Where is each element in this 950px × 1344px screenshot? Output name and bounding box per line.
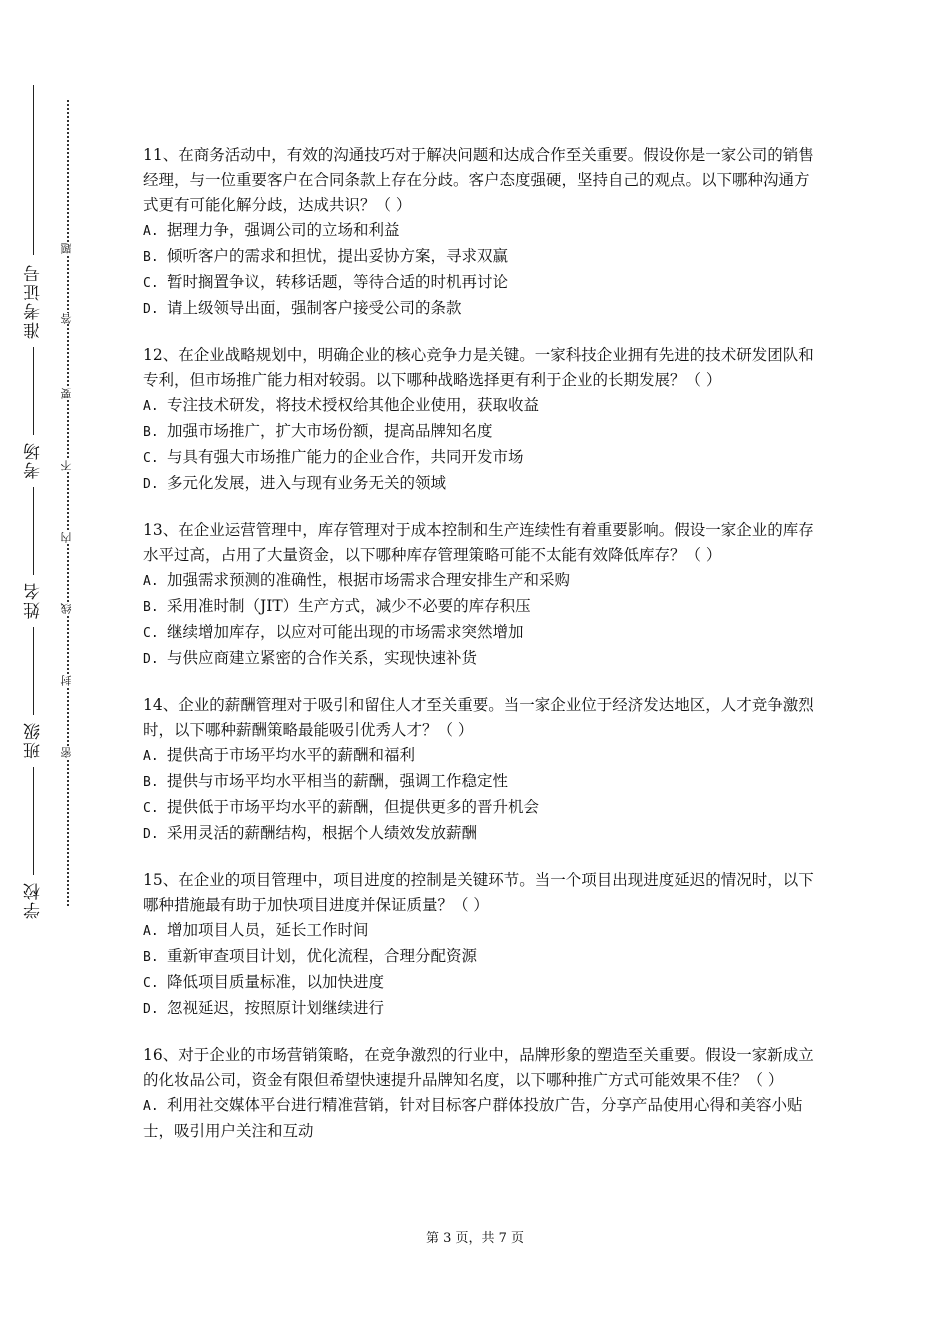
seal-word: 内 [60, 532, 76, 543]
option-a [143, 743, 823, 769]
question-12 [143, 343, 823, 497]
option-b [143, 244, 823, 270]
question-stem: 13、在企业运营管理中，库存管理对于成本控制和生产连续性有着重要影响。假设一家企业的库存水平过高，占用了大量资金，以下哪种库存管理策略可能不太能有效降低库存？（ ） [143, 521, 814, 564]
option-text: 请上级领导出面，强制客户接受公司的条款 [167, 299, 462, 317]
question-15 [143, 868, 823, 1022]
option-letter: A. [143, 574, 159, 589]
seal-word: 不 [60, 460, 76, 471]
option-b [143, 419, 823, 445]
option-text: 多元化发展，进入与现有业务无关的领域 [167, 474, 447, 492]
seal-word: 封 [60, 675, 76, 686]
option-text: 忽视延迟，按照原计划继续进行 [167, 999, 385, 1017]
option-letter: B. [143, 425, 159, 440]
page-footer: 第 3 页，共 7 页 [425, 1231, 525, 1246]
option-letter: A. [143, 224, 159, 239]
option-list [143, 218, 823, 322]
class-line [33, 627, 34, 715]
option-text: 增加项目人员，延长工作时间 [167, 921, 369, 939]
option-d [143, 296, 823, 322]
question-11 [143, 143, 823, 322]
option-c [143, 270, 823, 296]
seal-word: 要 [60, 388, 76, 399]
option-letter: C. [143, 976, 159, 991]
option-c [143, 620, 823, 646]
seal-dotted-line [67, 100, 69, 906]
option-text: 重新审查项目计划，优化流程，合理分配资源 [167, 947, 478, 965]
question-stem: 16、对于企业的市场营销策略，在竞争激烈的行业中，品牌形象的塑造至关重要。假设一家新成立的化妆品公司，资金有限但希望快速提升品牌知名度，以下哪种推广方式可能效果不佳？（ ） [143, 1046, 814, 1089]
option-a [143, 918, 823, 944]
seal-word: 答 [60, 313, 76, 324]
option-text: 与供应商建立紧密的合作关系，实现快速补货 [167, 649, 478, 667]
option-c [143, 795, 823, 821]
name-line [33, 487, 34, 575]
seal-word: 题 [60, 243, 76, 254]
option-list [143, 393, 823, 497]
option-a [143, 568, 823, 594]
question-stem: 15、在企业的项目管理中，项目进度的控制是关键环节。当一个项目出现进度延迟的情况时，以下哪种措施最有助于加快项目进度并保证质量？（ ） [143, 871, 814, 914]
option-list [143, 743, 823, 847]
option-text: 降低项目质量标准，以加快进度 [167, 973, 385, 991]
option-text: 利用社交媒体平台进行精准营销，针对目标客户群体投放广告，分享产品使用心得和美容小贴士，吸引用户关注和互动 [143, 1096, 803, 1140]
option-letter: D. [143, 827, 159, 842]
option-text: 提供高于市场平均水平的薪酬和福利 [167, 746, 416, 764]
option-d [143, 471, 823, 497]
option-text: 提供低于市场平均水平的薪酬，但提供更多的晋升机会 [167, 798, 540, 816]
option-text: 据理力争，强调公司的立场和利益 [167, 221, 400, 239]
option-list [143, 568, 823, 672]
question-16 [143, 1043, 823, 1144]
school-field [22, 767, 46, 927]
binding-margin [0, 0, 110, 1344]
school-line [33, 767, 34, 875]
option-d [143, 646, 823, 672]
option-letter: A. [143, 399, 159, 414]
seal-word: 密 [60, 747, 76, 758]
question-stem: 12、在企业战略规划中，明确企业的核心竞争力是关键。一家科技企业拥有先进的技术研发团队和专利，但市场推广能力相对较弱。以下哪种战略选择更有利于企业的长期发展？（ ） [143, 346, 814, 389]
exam-room-label: 考场 [24, 441, 44, 479]
option-text: 专注技术研发，将技术授权给其他企业使用，获取收益 [167, 396, 540, 414]
option-c [143, 445, 823, 471]
option-letter: D. [143, 1002, 159, 1017]
option-c [143, 970, 823, 996]
option-a [143, 393, 823, 419]
name-field [22, 487, 46, 627]
option-letter: B. [143, 950, 159, 965]
option-letter: A. [143, 924, 159, 939]
option-letter: C. [143, 451, 159, 466]
exam-number-line [33, 85, 34, 255]
option-list [143, 1093, 823, 1144]
option-d [143, 821, 823, 847]
option-text: 提供与市场平均水平相当的薪酬，强调工作稳定性 [167, 772, 509, 790]
option-text: 采用灵活的薪酬结构，根据个人绩效发放薪酬 [167, 824, 478, 842]
option-letter: B. [143, 600, 159, 615]
option-text: 与具有强大市场推广能力的企业合作，共同开发市场 [167, 448, 524, 466]
option-a [143, 218, 823, 244]
option-letter: D. [143, 652, 159, 667]
class-label: 班级 [24, 721, 44, 759]
option-text: 加强需求预测的准确性，根据市场需求合理安排生产和采购 [167, 571, 571, 589]
option-list [143, 918, 823, 1022]
exam-room-field [22, 347, 46, 487]
option-text: 继续增加库存，以应对可能出现的市场需求突然增加 [167, 623, 524, 641]
option-b [143, 769, 823, 795]
option-letter: C. [143, 276, 159, 291]
option-letter: A. [143, 1099, 159, 1114]
name-label: 姓名 [24, 581, 44, 619]
school-label: 学校 [24, 881, 44, 919]
seal-word: 线 [60, 603, 76, 614]
question-13 [143, 518, 823, 672]
question-stem: 14、企业的薪酬管理对于吸引和留住人才至关重要。当一家企业位于经济发达地区，人才竞争激烈时，以下哪种薪酬策略最能吸引优秀人才？（ ） [143, 696, 814, 739]
option-letter: B. [143, 250, 159, 265]
seal-line [60, 100, 76, 906]
option-d [143, 996, 823, 1022]
question-stem: 11、在商务活动中，有效的沟通技巧对于解决问题和达成合作至关重要。假设你是一家公司的销售经理，与一位重要客户在合同条款上存在分歧。客户态度强硬，坚持自己的观点。以下哪种沟通方式更有可能化解分歧，达成共识？（ ） [143, 146, 814, 214]
option-letter: B. [143, 775, 159, 790]
option-text: 加强市场推广，扩大市场份额，提高品牌知名度 [167, 422, 493, 440]
option-a [143, 1093, 823, 1144]
exam-room-line [33, 347, 34, 435]
class-field [22, 627, 46, 767]
option-letter: A. [143, 749, 159, 764]
option-text: 采用准时制（JIT）生产方式，减少不必要的库存积压 [167, 597, 531, 615]
option-letter: D. [143, 477, 159, 492]
option-text: 倾听客户的需求和担忧，提出妥协方案，寻求双赢 [167, 247, 509, 265]
exam-number-label: 准考证号 [24, 263, 44, 339]
question-14 [143, 693, 823, 847]
option-letter: C. [143, 801, 159, 816]
option-b [143, 594, 823, 620]
option-text: 暂时搁置争议，转移话题，等待合适的时机再讨论 [167, 273, 509, 291]
question-list [143, 143, 823, 1165]
option-b [143, 944, 823, 970]
exam-number-field [22, 85, 46, 347]
option-letter: D. [143, 302, 159, 317]
option-letter: C. [143, 626, 159, 641]
